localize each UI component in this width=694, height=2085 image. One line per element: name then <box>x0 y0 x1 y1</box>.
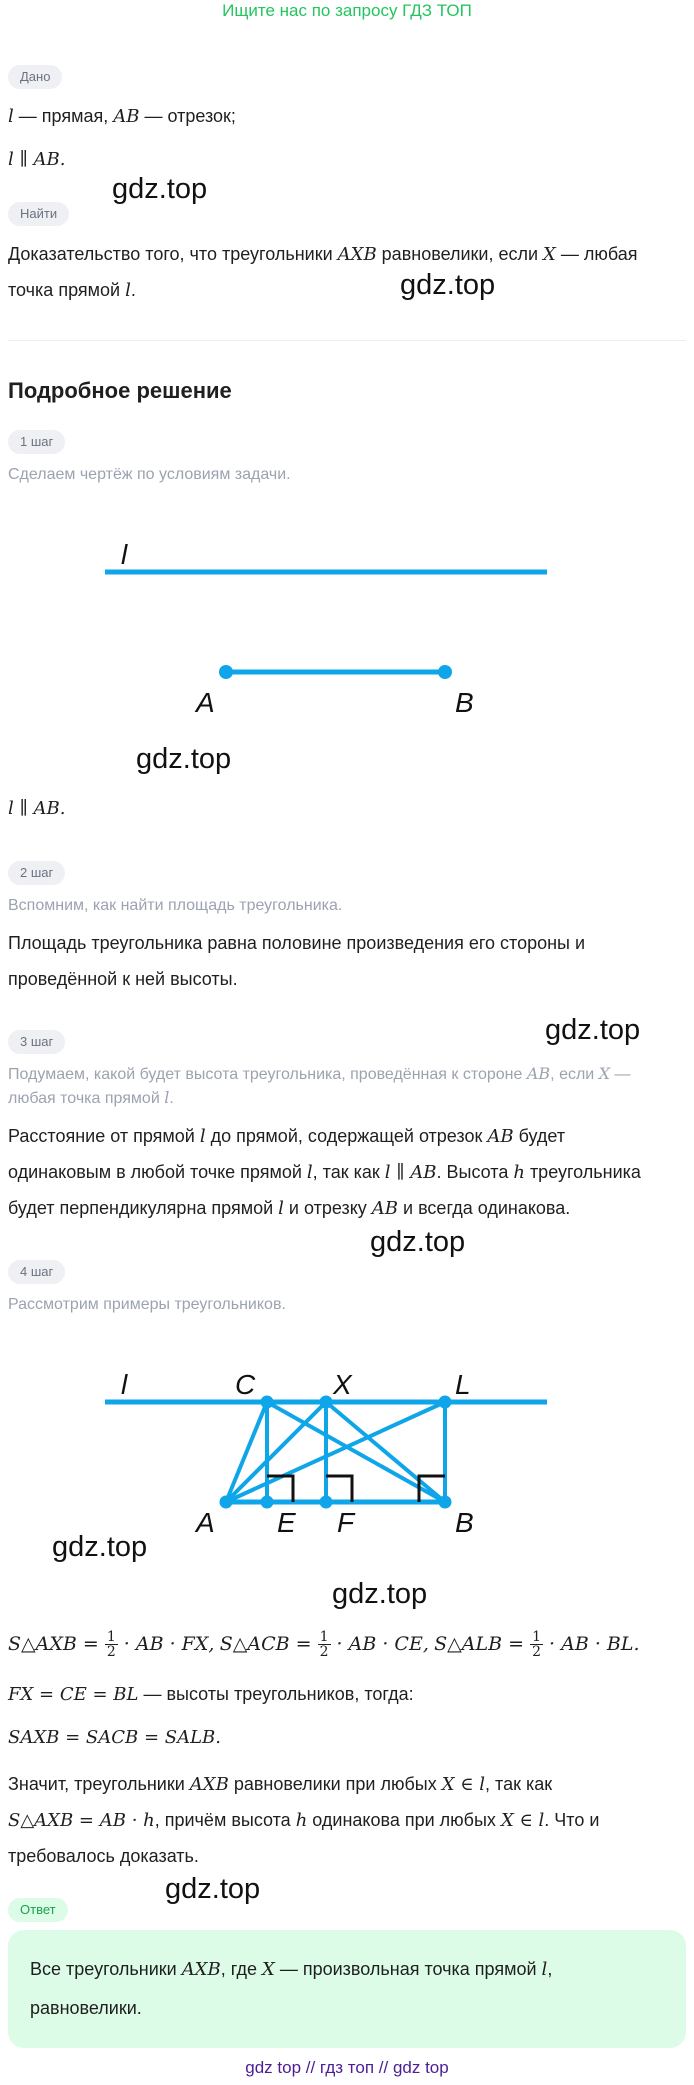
heights-line: FX = CE = BL — высоты треугольников, тогда: <box>8 1684 414 1705</box>
point-b <box>438 665 452 679</box>
footer-links[interactable]: gdz top // гдз топ // gdz top <box>245 2058 449 2077</box>
watermark: gdz.top <box>136 743 232 775</box>
point-a <box>220 1496 233 1509</box>
watermark: gdz.top <box>545 1014 641 1046</box>
area-formulas: S△AXB = $\frac{1}{2}$ · AB · FX, S△ACB = $\frac{1}{2}$ · AB · CE, S△ALB = $\frac{1}{2}$ · AB · BL. <box>8 1629 640 1661</box>
find-line-2: точка прямой l. <box>8 280 136 301</box>
side-xb <box>326 1402 445 1502</box>
watermark: gdz.top <box>112 173 208 205</box>
label-x: X <box>333 1369 352 1400</box>
watermark: gdz.top <box>332 1578 428 1610</box>
step-3-hint-2: любая точка прямой l. <box>8 1088 174 1107</box>
label-line-l: l <box>121 539 128 570</box>
point-a <box>219 665 233 679</box>
label-b: B <box>455 687 474 718</box>
answer-text <box>30 1950 650 2027</box>
point-f <box>320 1496 333 1509</box>
label-lpt: L <box>455 1369 471 1400</box>
label-f: F <box>337 1507 355 1538</box>
point-e <box>261 1496 274 1509</box>
step-1-hint: Сделаем чертёж по условиям задачи. <box>8 466 291 483</box>
step-1-math: l ∥ AB. <box>8 798 66 819</box>
point-c <box>261 1396 274 1409</box>
answer-line-2: равновелики. <box>30 1998 142 2018</box>
fraction-half: $\frac{1}{2}$ <box>532 1629 542 1661</box>
given-line-1: l — прямая, AB — отрезок; <box>8 106 236 127</box>
step-2-line-1: Площадь треугольника равна половине произведения его стороны и <box>8 933 586 953</box>
given-line-2: l ∥ AB. <box>8 149 66 170</box>
step-2-label: 2 шаг <box>8 861 65 885</box>
fraction-half: $\frac{1}{2}$ <box>319 1629 329 1661</box>
point-l <box>439 1396 452 1409</box>
watermark: gdz.top <box>400 269 496 301</box>
label-e: E <box>277 1507 296 1538</box>
given-label: Дано <box>8 65 62 89</box>
figure-parallel-line-segment <box>0 530 694 720</box>
find-line-1: Доказательство того, что треугольники AXB равновелики, если X — любая <box>8 244 638 265</box>
equal-areas-line: SAXB = SACB = SALB. <box>8 1727 221 1748</box>
watermark: gdz.top <box>52 1531 148 1563</box>
label-c: C <box>235 1369 256 1400</box>
conclusion-line-3: требовалось доказать. <box>8 1846 199 1866</box>
watermark: gdz.top <box>165 1873 261 1905</box>
solution-title: Подробное решение <box>8 378 232 403</box>
step-3-hint-1: Подумаем, какой будет высота треугольника, проведённая к стороне AB, если X — <box>8 1064 631 1083</box>
side-ax <box>226 1402 326 1502</box>
step-3-line-3: будет перпендикулярна прямой l и отрезку AB и всегда одинакова. <box>8 1198 571 1219</box>
label-a: A <box>196 687 215 718</box>
divider <box>8 340 686 341</box>
watermark: gdz.top <box>370 1226 466 1258</box>
step-3-line-2: одинаковым в любой точке прямой l, так как l ∥ AB. Высота h треугольника <box>8 1162 641 1183</box>
point-x <box>320 1396 333 1409</box>
step-2-hint: Вспомним, как найти площадь треугольника. <box>8 897 343 914</box>
label-l: l <box>121 1369 128 1400</box>
step-4-hint: Рассмотрим примеры треугольников. <box>8 1296 286 1313</box>
step-2-line-2: проведённой к ней высоты. <box>8 969 238 989</box>
point-b <box>439 1496 452 1509</box>
conclusion-line-2: S△AXB = AB · h, причём высота h одинакова при любых X ∈ l. Что и <box>8 1810 600 1831</box>
step-1-label: 1 шаг <box>8 430 65 454</box>
conclusion-line-1: Значит, треугольники AXB равновелики при любых X ∈ l, так как <box>8 1774 553 1795</box>
fraction-half: $\frac{1}{2}$ <box>106 1629 116 1661</box>
answer-line-1: Все треугольники AXB, где X — произвольная точка прямой l, <box>30 1959 553 1980</box>
figure-triangles <box>0 1360 694 1540</box>
top-banner[interactable]: Ищите нас по запросу ГДЗ ТОП <box>222 1 472 20</box>
step-3-label: 3 шаг <box>8 1030 65 1054</box>
answer-label: Ответ <box>8 1898 68 1922</box>
label-a: A <box>196 1507 215 1538</box>
label-b: B <box>455 1507 474 1538</box>
step-4-label: 4 шаг <box>8 1260 65 1284</box>
step-3-line-1: Расстояние от прямой l до прямой, содержащей отрезок AB будет <box>8 1126 566 1147</box>
find-label: Найти <box>8 202 69 226</box>
